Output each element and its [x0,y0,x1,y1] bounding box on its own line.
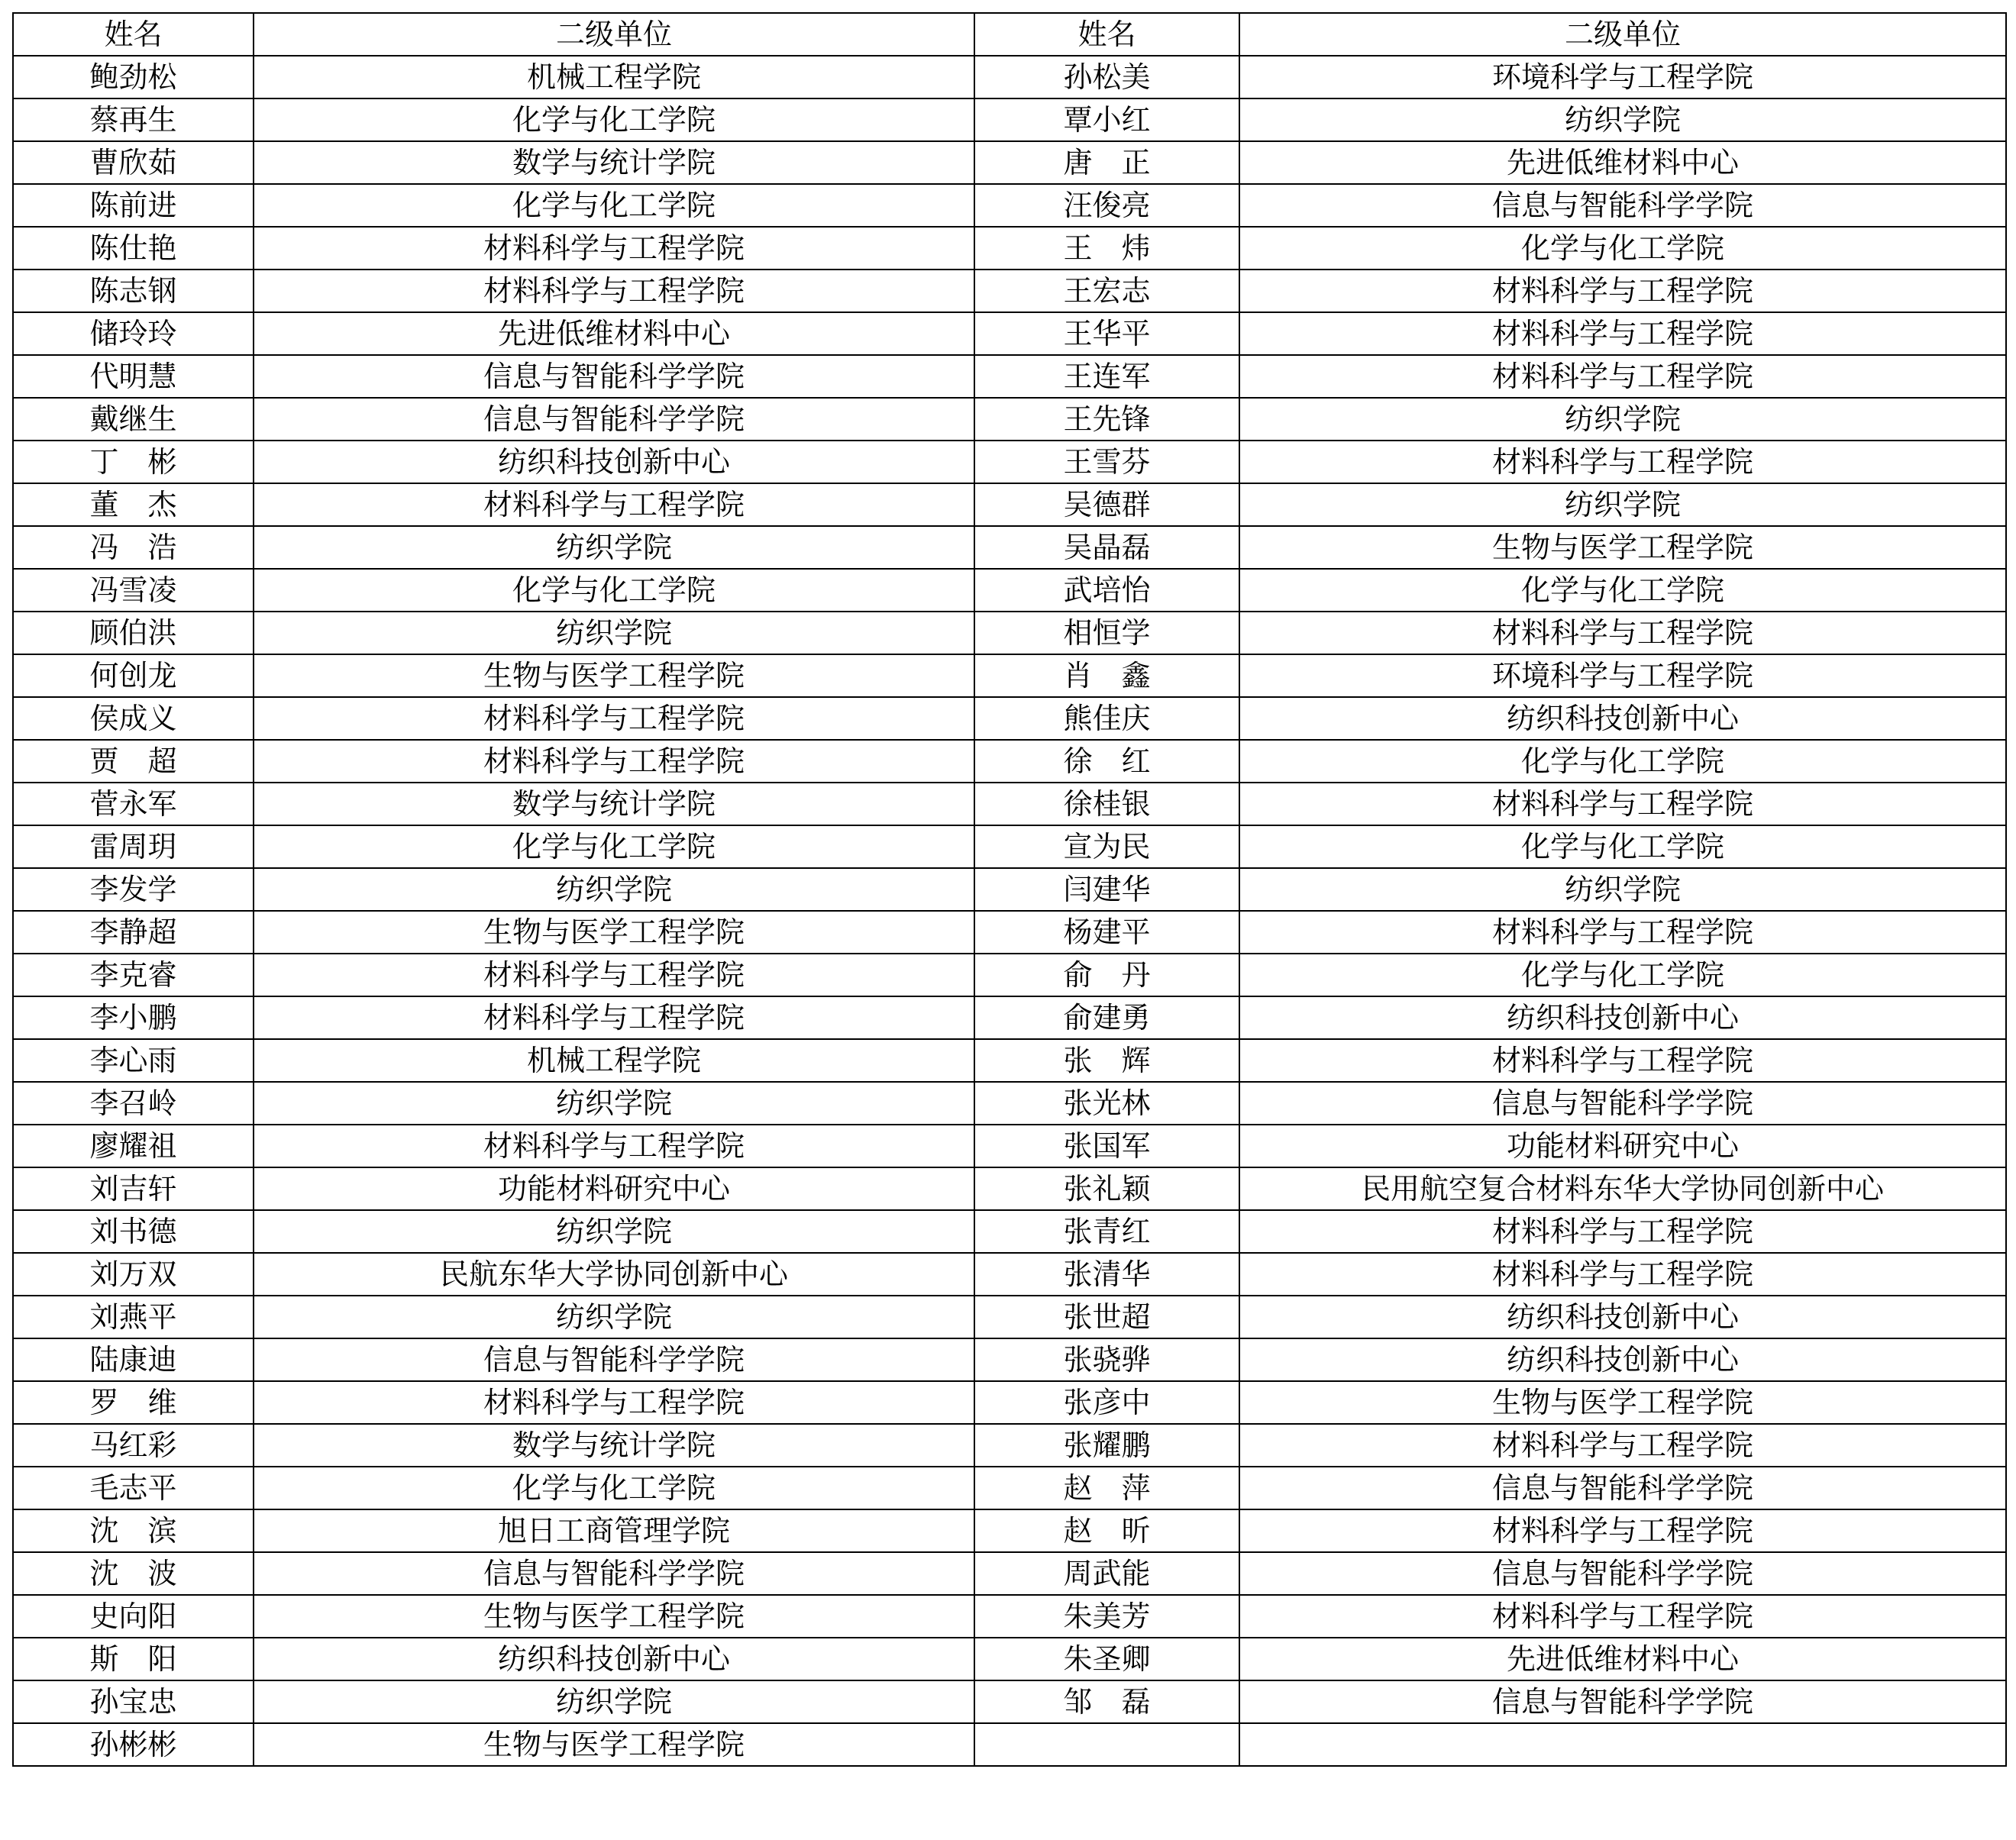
unit-cell-right: 材料科学与工程学院 [1239,612,2006,654]
unit-cell-right: 生物与医学工程学院 [1239,526,2006,569]
name-cell-left: 陈前进 [13,184,254,227]
unit-cell-right: 化学与化工学院 [1239,825,2006,868]
unit-cell-right: 信息与智能科学学院 [1239,1552,2006,1595]
unit-cell-right: 纺织学院 [1239,98,2006,141]
unit-cell-right: 材料科学与工程学院 [1239,312,2006,355]
table-row [13,312,2006,355]
unit-cell-right: 环境科学与工程学院 [1239,654,2006,697]
table-row [13,184,2006,227]
name-cell-left: 沈 滨 [13,1509,254,1552]
unit-cell-left: 民航东华大学协同创新中心 [254,1253,974,1296]
table-row [13,1467,2006,1509]
table-row [13,526,2006,569]
unit-cell-left: 纺织科技创新中心 [254,1638,974,1680]
name-cell-left: 李召岭 [13,1082,254,1125]
name-cell-left: 储玲玲 [13,312,254,355]
name-cell-right: 徐桂银 [974,783,1239,825]
table-row [13,1125,2006,1167]
name-cell-right: 邹 磊 [974,1680,1239,1723]
name-cell-left: 李发学 [13,868,254,911]
unit-cell-right: 材料科学与工程学院 [1239,783,2006,825]
unit-cell-right: 纺织科技创新中心 [1239,697,2006,740]
unit-cell-right: 环境科学与工程学院 [1239,56,2006,98]
unit-cell-left: 信息与智能科学学院 [254,355,974,398]
unit-cell-right: 材料科学与工程学院 [1239,1509,2006,1552]
unit-cell-right: 纺织科技创新中心 [1239,1338,2006,1381]
table-row [13,825,2006,868]
name-cell-right: 俞 丹 [974,954,1239,996]
table-row [13,441,2006,483]
name-cell-left: 孙宝忠 [13,1680,254,1723]
name-cell-right [974,1723,1239,1766]
unit-cell-right: 信息与智能科学学院 [1239,1082,2006,1125]
name-cell-left: 李小鹏 [13,996,254,1039]
unit-cell-left: 机械工程学院 [254,1039,974,1082]
unit-cell-right: 材料科学与工程学院 [1239,270,2006,312]
unit-cell-left: 纺织学院 [254,1296,974,1338]
table-row [13,612,2006,654]
unit-cell-right: 化学与化工学院 [1239,740,2006,783]
table-row [13,1509,2006,1552]
table-row [13,1210,2006,1253]
name-cell-right: 张青红 [974,1210,1239,1253]
name-cell-left: 戴继生 [13,398,254,441]
unit-cell-left: 材料科学与工程学院 [254,1381,974,1424]
table-row [13,911,2006,954]
table-row [13,1595,2006,1638]
unit-cell-left: 纺织学院 [254,612,974,654]
name-cell-right: 周武能 [974,1552,1239,1595]
name-cell-left: 沈 波 [13,1552,254,1595]
name-cell-left: 顾伯洪 [13,612,254,654]
unit-cell-left: 信息与智能科学学院 [254,1552,974,1595]
name-cell-left: 陈志钢 [13,270,254,312]
table-row [13,954,2006,996]
unit-cell-left: 数学与统计学院 [254,141,974,184]
name-cell-right: 张骁骅 [974,1338,1239,1381]
unit-cell-right: 纺织科技创新中心 [1239,1296,2006,1338]
unit-cell-right: 功能材料研究中心 [1239,1125,2006,1167]
name-cell-left: 董 杰 [13,483,254,526]
unit-cell-right: 民用航空复合材料东华大学协同创新中心 [1239,1167,2006,1210]
table-row [13,1082,2006,1125]
name-cell-right: 徐 红 [974,740,1239,783]
unit-cell-left: 纺织科技创新中心 [254,441,974,483]
unit-cell-right: 信息与智能科学学院 [1239,1680,2006,1723]
table-row [13,1680,2006,1723]
name-cell-right: 张耀鹏 [974,1424,1239,1467]
table-row [13,1723,2006,1766]
table-row [13,141,2006,184]
header-name-right: 姓名 [974,13,1239,56]
table-row [13,1338,2006,1381]
name-cell-right: 张 辉 [974,1039,1239,1082]
table-row [13,697,2006,740]
name-cell-left: 李静超 [13,911,254,954]
name-cell-right: 吴晶磊 [974,526,1239,569]
roster-table [12,12,2007,1767]
name-cell-left: 雷周玥 [13,825,254,868]
name-cell-left: 刘万双 [13,1253,254,1296]
unit-cell-right: 信息与智能科学学院 [1239,1467,2006,1509]
name-cell-left: 冯 浩 [13,526,254,569]
name-cell-left: 刘书德 [13,1210,254,1253]
unit-cell-right: 材料科学与工程学院 [1239,1424,2006,1467]
table-row [13,1424,2006,1467]
unit-cell-left: 机械工程学院 [254,56,974,98]
unit-cell-left: 纺织学院 [254,526,974,569]
unit-cell-right: 生物与医学工程学院 [1239,1381,2006,1424]
name-cell-left: 罗 维 [13,1381,254,1424]
unit-cell-right: 先进低维材料中心 [1239,1638,2006,1680]
unit-cell-left: 化学与化工学院 [254,825,974,868]
name-cell-left: 鲍劲松 [13,56,254,98]
unit-cell-right: 材料科学与工程学院 [1239,911,2006,954]
header-name-left: 姓名 [13,13,254,56]
name-cell-right: 张彦中 [974,1381,1239,1424]
unit-cell-left: 数学与统计学院 [254,1424,974,1467]
unit-cell-left: 功能材料研究中心 [254,1167,974,1210]
name-cell-left: 侯成义 [13,697,254,740]
unit-cell-left: 材料科学与工程学院 [254,697,974,740]
name-cell-right: 汪俊亮 [974,184,1239,227]
name-cell-right: 宣为民 [974,825,1239,868]
unit-cell-left: 先进低维材料中心 [254,312,974,355]
table-row [13,98,2006,141]
header-row [13,13,2006,56]
table-row [13,1552,2006,1595]
name-cell-right: 熊佳庆 [974,697,1239,740]
name-cell-right: 王先锋 [974,398,1239,441]
unit-cell-left: 材料科学与工程学院 [254,227,974,270]
name-cell-right: 张礼颖 [974,1167,1239,1210]
name-cell-right: 王 炜 [974,227,1239,270]
unit-cell-left: 生物与医学工程学院 [254,1723,974,1766]
table-row [13,783,2006,825]
name-cell-left: 陆康迪 [13,1338,254,1381]
name-cell-left: 蔡再生 [13,98,254,141]
name-cell-right: 赵 昕 [974,1509,1239,1552]
unit-cell-left: 材料科学与工程学院 [254,1125,974,1167]
table-row [13,483,2006,526]
unit-cell-left: 纺织学院 [254,1680,974,1723]
unit-cell-right: 纺织学院 [1239,398,2006,441]
roster-body [13,56,2006,1766]
name-cell-right: 闫建华 [974,868,1239,911]
unit-cell-left: 信息与智能科学学院 [254,398,974,441]
unit-cell-right: 材料科学与工程学院 [1239,355,2006,398]
unit-cell-left: 化学与化工学院 [254,184,974,227]
unit-cell-left: 纺织学院 [254,1082,974,1125]
name-cell-left: 史向阳 [13,1595,254,1638]
table-row [13,1296,2006,1338]
name-cell-left: 马红彩 [13,1424,254,1467]
unit-cell-left: 纺织学院 [254,1210,974,1253]
name-cell-right: 王连军 [974,355,1239,398]
table-row [13,1638,2006,1680]
table-row [13,1039,2006,1082]
name-cell-left: 陈仕艳 [13,227,254,270]
unit-cell-left: 生物与医学工程学院 [254,654,974,697]
name-cell-left: 李克睿 [13,954,254,996]
table-row [13,569,2006,612]
name-cell-right: 唐 正 [974,141,1239,184]
table-row [13,740,2006,783]
unit-cell-left: 材料科学与工程学院 [254,954,974,996]
table-row [13,270,2006,312]
header-unit-left: 二级单位 [254,13,974,56]
name-cell-right: 孙松美 [974,56,1239,98]
table-row [13,398,2006,441]
unit-cell-right: 材料科学与工程学院 [1239,1253,2006,1296]
table-row [13,868,2006,911]
name-cell-right: 覃小红 [974,98,1239,141]
name-cell-right: 朱美芳 [974,1595,1239,1638]
name-cell-right: 朱圣卿 [974,1638,1239,1680]
name-cell-right: 肖 鑫 [974,654,1239,697]
unit-cell-left: 数学与统计学院 [254,783,974,825]
unit-cell-left: 化学与化工学院 [254,1467,974,1509]
name-cell-left: 毛志平 [13,1467,254,1509]
unit-cell-left: 材料科学与工程学院 [254,996,974,1039]
unit-cell-right: 信息与智能科学学院 [1239,184,2006,227]
unit-cell-right: 纺织学院 [1239,483,2006,526]
unit-cell-right: 材料科学与工程学院 [1239,1210,2006,1253]
name-cell-left: 刘燕平 [13,1296,254,1338]
name-cell-left: 斯 阳 [13,1638,254,1680]
unit-cell-left: 生物与医学工程学院 [254,911,974,954]
name-cell-left: 代明慧 [13,355,254,398]
name-cell-right: 俞建勇 [974,996,1239,1039]
name-cell-right: 王华平 [974,312,1239,355]
name-cell-left: 刘吉轩 [13,1167,254,1210]
name-cell-right: 赵 萍 [974,1467,1239,1509]
unit-cell-right: 材料科学与工程学院 [1239,1039,2006,1082]
table-row [13,654,2006,697]
unit-cell-left: 材料科学与工程学院 [254,740,974,783]
name-cell-left: 孙彬彬 [13,1723,254,1766]
unit-cell-right: 材料科学与工程学院 [1239,1595,2006,1638]
table-row [13,56,2006,98]
name-cell-left: 曹欣茹 [13,141,254,184]
unit-cell-right: 纺织学院 [1239,868,2006,911]
name-cell-left: 李心雨 [13,1039,254,1082]
unit-cell-left: 生物与医学工程学院 [254,1595,974,1638]
table-row [13,355,2006,398]
table-row [13,996,2006,1039]
table-row [13,1253,2006,1296]
unit-cell-right: 纺织科技创新中心 [1239,996,2006,1039]
unit-cell-right: 先进低维材料中心 [1239,141,2006,184]
unit-cell-right: 材料科学与工程学院 [1239,441,2006,483]
name-cell-left: 菅永军 [13,783,254,825]
name-cell-right: 张世超 [974,1296,1239,1338]
name-cell-right: 武培怡 [974,569,1239,612]
unit-cell-left: 材料科学与工程学院 [254,483,974,526]
name-cell-right: 张光林 [974,1082,1239,1125]
table-row [13,1381,2006,1424]
name-cell-left: 丁 彬 [13,441,254,483]
name-cell-right: 王雪芬 [974,441,1239,483]
name-cell-right: 张国军 [974,1125,1239,1167]
name-cell-left: 廖耀祖 [13,1125,254,1167]
unit-cell-right: 化学与化工学院 [1239,954,2006,996]
table-row [13,1167,2006,1210]
name-cell-left: 何创龙 [13,654,254,697]
unit-cell-left: 纺织学院 [254,868,974,911]
unit-cell-left: 材料科学与工程学院 [254,270,974,312]
unit-cell-left: 旭日工商管理学院 [254,1509,974,1552]
name-cell-right: 吴德群 [974,483,1239,526]
name-cell-right: 张清华 [974,1253,1239,1296]
unit-cell-right [1239,1723,2006,1766]
name-cell-right: 相恒学 [974,612,1239,654]
table-row [13,227,2006,270]
name-cell-right: 王宏志 [974,270,1239,312]
name-cell-left: 贾 超 [13,740,254,783]
name-cell-left: 冯雪凌 [13,569,254,612]
unit-cell-left: 信息与智能科学学院 [254,1338,974,1381]
unit-cell-left: 化学与化工学院 [254,569,974,612]
name-cell-right: 杨建平 [974,911,1239,954]
unit-cell-right: 化学与化工学院 [1239,569,2006,612]
unit-cell-right: 化学与化工学院 [1239,227,2006,270]
unit-cell-left: 化学与化工学院 [254,98,974,141]
header-unit-right: 二级单位 [1239,13,2006,56]
